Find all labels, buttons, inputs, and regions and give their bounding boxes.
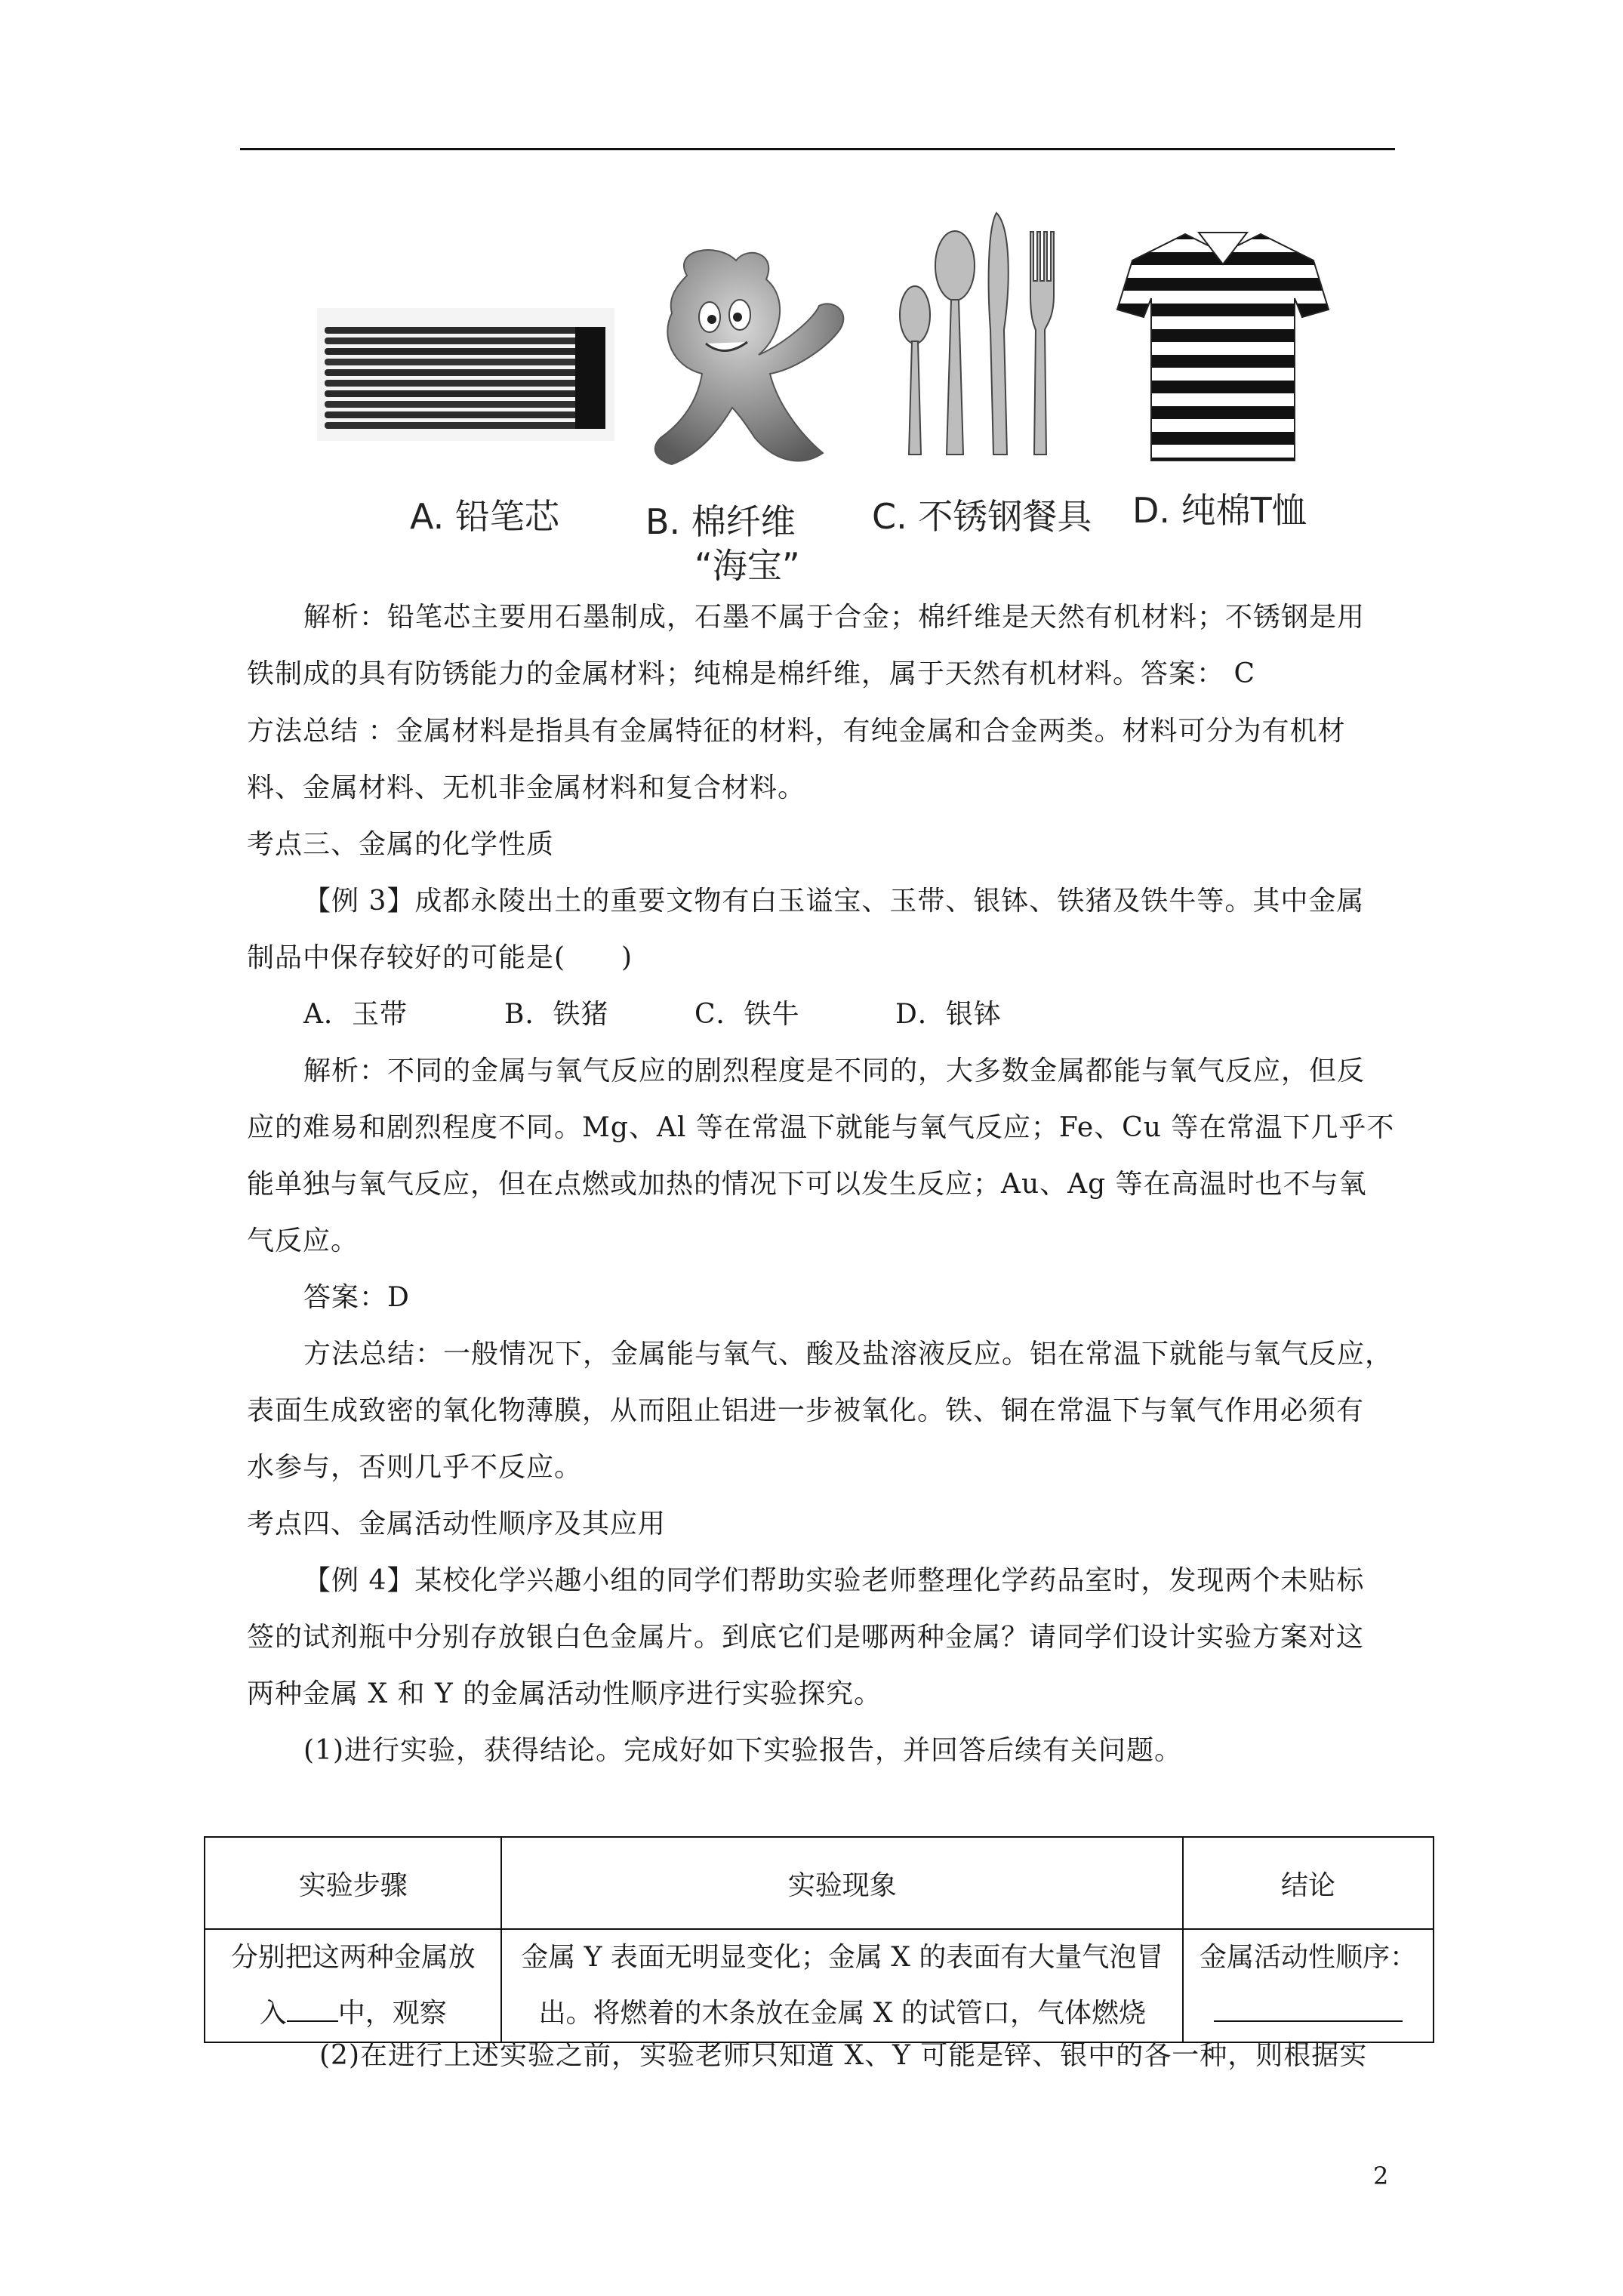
caption-b-haibao: “海宝”	[694, 545, 800, 586]
header-rule	[240, 148, 1395, 150]
step-line-2-suffix: 中，观察	[337, 1998, 447, 2029]
analysis-3-line-4: 气反应。	[247, 1225, 359, 1256]
header-conclusion: 结论	[1183, 1837, 1434, 1929]
summary-3-line-1: 方法总结：一般情况下，金属能与氧气、酸及盐溶液反应。铝在常温下就能与氧气反应，	[303, 1339, 1394, 1370]
example-3-option-a: A．玉带	[303, 999, 408, 1030]
step-cell	[205, 1929, 501, 2042]
example-4-line-1: 【例 4】某校化学兴趣小组的同学们帮助实验老师整理化学药品室时，发现两个未贴标	[303, 1565, 1365, 1596]
phenomenon-line-1: 金属 Y 表面无明显变化；金属 X 的表面有大量气泡冒	[521, 1942, 1164, 1973]
haibao-mascot-image	[627, 245, 861, 468]
caption-a-pencil-lead: A. 铅笔芯	[410, 496, 559, 537]
example-3-line-1: 【例 3】成都永陵出土的重要文物有白玉谥宝、玉带、银钵、铁猪及铁牛等。其中金属	[303, 886, 1365, 917]
experiment-report-table	[204, 1836, 1434, 2043]
activity-order-blank[interactable]	[1214, 1992, 1403, 2022]
summary-1-line-1: 方法总结 ：金属材料是指具有金属特征的材料，有纯金属和合金两类。材料可分为有机材	[247, 716, 1346, 747]
example-3-option-d: D．银钵	[895, 999, 1002, 1030]
cotton-tshirt-image	[1110, 227, 1336, 468]
section-4-heading: 考点四、金属活动性顺序及其应用	[247, 1509, 667, 1539]
step-line-1: 分别把这两种金属放	[230, 1942, 476, 1973]
step-line-2	[205, 1986, 500, 2042]
section-3-heading: 考点三、金属的化学性质	[247, 829, 555, 860]
example-3-option-c: C．铁牛	[694, 999, 800, 1030]
page-number: 2	[1373, 2162, 1389, 2190]
phenomenon-line-2: 出。将燃着的木条放在金属 X 的试管口，气体燃烧	[538, 1998, 1147, 2029]
header-phenomenon: 实验现象	[501, 1837, 1183, 1929]
table-header-row	[205, 1837, 1434, 1929]
analysis-3-line-2: 应的难易和剧烈程度不同。Mg、Al 等在常温下就能与氧气反应；Fe、Cu 等在常温下几乎不	[247, 1112, 1395, 1143]
analysis-1-line-2: 铁制成的具有防锈能力的金属材料；纯棉是棉纤维，属于天然有机材料。答案： C	[247, 658, 1255, 689]
conclusion-line-2	[1184, 1986, 1433, 2042]
answer-3: 答案：D	[303, 1282, 410, 1313]
example-4-line-2: 签的试剂瓶中分别存放银白色金属片。到底它们是哪两种金属？请同学们设计实验方案对这	[247, 1622, 1365, 1653]
table-row	[205, 1929, 1434, 2042]
conclusion-line-1: 金属活动性顺序：	[1200, 1942, 1418, 1973]
conclusion-cell	[1183, 1929, 1434, 2042]
summary-3-line-3: 水参与，否则几乎不反应。	[247, 1452, 583, 1483]
analysis-1-line-1: 解析：铅笔芯主要用石墨制成，石墨不属于合金；棉纤维是天然有机材料；不锈钢是用	[303, 602, 1366, 633]
step-line-2-prefix: 入	[259, 1998, 287, 2029]
example-4-question-1: (1)进行实验，获得结论。完成好如下实验报告，并回答后续有关问题。	[303, 1735, 1182, 1766]
summary-3-line-2: 表面生成致密的氧化物薄膜，从而阻止铝进一步被氧化。铁、铜在常温下与氧气作用必须有	[247, 1395, 1365, 1426]
example-4-line-3: 两种金属 X 和 Y 的金属活动性顺序进行实验探究。	[247, 1678, 882, 1709]
header-step: 实验步骤	[205, 1837, 501, 1929]
stainless-cutlery-image	[891, 198, 1072, 462]
example-3-option-b: B．铁猪	[504, 999, 609, 1030]
caption-b-cotton-fiber: B. 棉纤维	[645, 501, 796, 542]
example-3-line-2: 制品中保存较好的可能是( )	[247, 942, 633, 973]
caption-d-tshirt: D. 纯棉T恤	[1132, 490, 1307, 531]
pencil-leads-image	[317, 308, 614, 441]
phenomenon-cell	[501, 1929, 1183, 2042]
example-4-question-2: (2)在进行上述实验之前，实验老师只知道 X、Y 可能是锌、银中的各一种，则根据实	[319, 2040, 1368, 2071]
analysis-3-line-3: 能单独与氧气反应，但在点燃或加热的情况下可以发生反应；Au、Ag 等在高温时也不与氧	[247, 1169, 1367, 1200]
summary-1-line-2: 料、金属材料、无机非金属材料和复合材料。	[247, 772, 806, 803]
caption-c-cutlery: C. 不锈钢餐具	[872, 496, 1092, 537]
analysis-3-line-1: 解析：不同的金属与氧气反应的剧烈程度是不同的，大多数金属都能与氧气反应，但反	[303, 1056, 1366, 1086]
reagent-blank[interactable]	[287, 1996, 338, 2022]
